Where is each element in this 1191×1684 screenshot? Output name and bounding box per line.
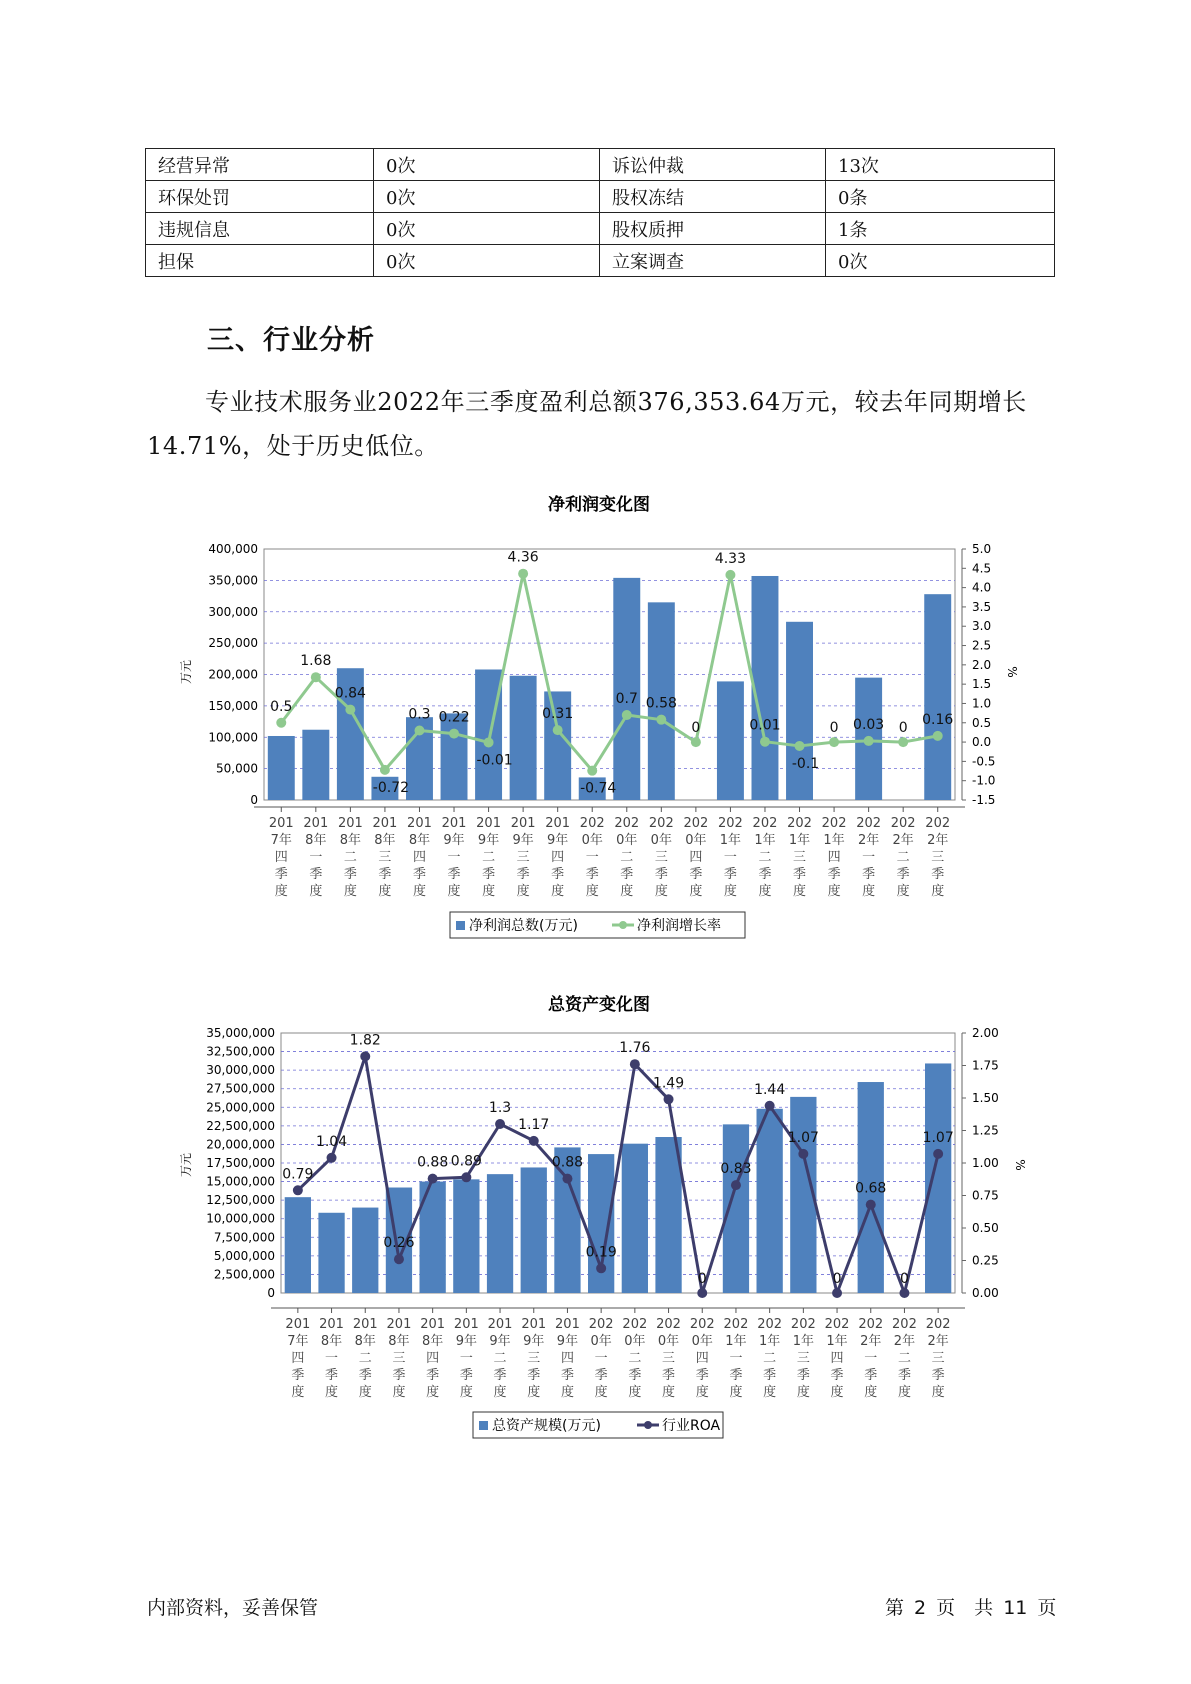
y2-tick-label: 0.75 [972, 1188, 999, 1203]
y2-tick-label: 5.0 [972, 542, 992, 556]
data-label: 0.19 [585, 1244, 617, 1261]
line-point [765, 1101, 775, 1111]
x-tick-label: 202 1年一季度 [718, 816, 743, 899]
y2-tick-label: 0.0 [972, 735, 992, 750]
line-point [562, 1174, 572, 1184]
x-tick-label: 202 1年三季度 [787, 816, 812, 899]
x-tick-label: 202 2年一季度 [858, 1317, 884, 1400]
data-label: 0 [899, 1271, 909, 1287]
line-point [899, 1288, 909, 1298]
y2-tick-label: -1.0 [972, 773, 996, 788]
x-tick-label: 202 0年一季度 [579, 816, 605, 899]
y2-tick-label: 0.25 [972, 1253, 999, 1268]
footer-confidential-note: 内部资料，妥善保管 [147, 1597, 319, 1619]
bar [922, 594, 954, 800]
bar [453, 1179, 479, 1293]
bar [441, 713, 468, 800]
bar [925, 1063, 951, 1293]
x-tick-label: 202 0年三季度 [648, 816, 674, 899]
data-label: 0.31 [542, 706, 574, 723]
line-point [360, 1051, 370, 1061]
bar [752, 576, 779, 800]
industry-summary-paragraph: 专业技术服务业2022年三季度盈利总额376,353.64万元，较去年同期增长14.71%，处于历史低位。 [147, 388, 1027, 460]
data-label: 0.88 [417, 1154, 449, 1171]
data-label: 0 [832, 1271, 842, 1287]
data-label: 1.3 [488, 1100, 512, 1116]
y-tick-label: 0 [250, 793, 258, 807]
data-label: 1.17 [518, 1116, 550, 1133]
x-tick-label: 202 1年二季度 [757, 1317, 783, 1400]
line-point [691, 737, 701, 747]
x-tick-label: 202 2年二季度 [892, 1317, 917, 1400]
bar [487, 1174, 513, 1293]
y-tick-label: 22,500,000 [206, 1118, 275, 1133]
y2-axis-label: % [1005, 666, 1019, 678]
y-tick-label: 0 [267, 1286, 275, 1300]
x-tick-label: 201 8年三季度 [372, 816, 398, 899]
risk-label: 立案调查 [600, 245, 826, 277]
risk-summary-table [145, 148, 1055, 277]
table-row [146, 213, 1055, 245]
series-line [281, 574, 937, 771]
data-label: -0.72 [372, 779, 410, 796]
line-point [380, 765, 390, 775]
footer-page-number: 第 2 页 共 11 页 [885, 1597, 1057, 1619]
legend-line-label: 净利润增长率 [637, 918, 721, 934]
section-title: 三、行业分析 [207, 325, 375, 356]
data-label: 0.22 [438, 709, 470, 726]
data-label: 0.58 [645, 695, 677, 712]
line-point [311, 672, 321, 682]
line-point [630, 1059, 640, 1069]
bar [285, 1197, 311, 1293]
bar [786, 622, 813, 800]
legend-bar-label: 净利润总数(万元) [469, 918, 578, 934]
data-label: 0.89 [450, 1153, 482, 1170]
y2-tick-label: 4.0 [972, 580, 992, 595]
y-tick-label: 20,000,000 [206, 1137, 275, 1152]
line-point [731, 1180, 741, 1190]
data-label: 0.83 [720, 1161, 752, 1178]
x-tick-label: 202 0年二季度 [622, 1317, 648, 1400]
y-tick-label: 350,000 [208, 573, 258, 588]
line-point [866, 1200, 876, 1210]
bar [318, 1213, 344, 1293]
x-tick-label: 202 2年二季度 [890, 816, 916, 899]
legend-bar-label: 总资产规模(万元) [492, 1418, 601, 1434]
data-label: -0.1 [791, 755, 820, 772]
line-point [428, 1174, 438, 1184]
data-label: 0.16 [922, 711, 954, 728]
y-tick-label: 400,000 [208, 542, 258, 556]
risk-value: 0次 [374, 149, 600, 181]
risk-label: 股权冻结 [600, 181, 826, 213]
data-label: 0.26 [383, 1235, 415, 1252]
y-tick-label: 300,000 [208, 604, 258, 619]
y-tick-label: 25,000,000 [206, 1100, 275, 1115]
x-tick-label: 201 9年三季度 [510, 816, 536, 899]
y-axis-label: 万元 [179, 659, 193, 685]
line-point [898, 737, 908, 747]
data-label: 0.68 [855, 1180, 887, 1197]
x-tick-label: 202 1年四季度 [824, 1317, 850, 1400]
bar [510, 676, 537, 800]
line-point [345, 705, 355, 715]
x-tick-label: 202 0年一季度 [588, 1317, 614, 1400]
x-tick-label: 202 0年四季度 [683, 816, 709, 899]
y2-tick-label: 1.00 [972, 1156, 999, 1170]
y-tick-label: 32,500,000 [206, 1044, 275, 1059]
line-point [484, 737, 494, 747]
x-tick-label: 201 9年一季度 [441, 816, 467, 899]
risk-label: 违规信息 [146, 213, 374, 245]
risk-value: 13次 [826, 149, 1055, 181]
y-tick-label: 50,000 [216, 761, 258, 776]
legend-line-label: 行业ROA [662, 1418, 721, 1434]
data-label: 0.01 [749, 717, 781, 734]
line-point [933, 1149, 943, 1159]
x-tick-label: 201 7年四季度 [268, 816, 294, 899]
x-tick-label: 202 2年三季度 [925, 1317, 951, 1400]
x-tick-label: 201 9年二季度 [476, 816, 501, 899]
y-tick-label: 35,000,000 [206, 1026, 275, 1040]
y2-tick-label: -0.5 [972, 754, 996, 769]
x-tick-label: 201 8年四季度 [407, 816, 432, 899]
risk-value: 0次 [374, 181, 600, 213]
risk-value: 0条 [826, 181, 1055, 213]
y-tick-label: 12,500,000 [206, 1193, 275, 1208]
x-tick-label: 201 9年三季度 [521, 1317, 547, 1400]
x-tick-label: 201 8年二季度 [352, 1317, 378, 1400]
y2-tick-label: 1.75 [972, 1058, 999, 1073]
y2-tick-label: 0.50 [972, 1221, 999, 1235]
data-label: 1.49 [652, 1075, 685, 1092]
x-tick-label: 201 9年四季度 [555, 1317, 580, 1400]
data-label: 0 [898, 720, 908, 737]
line-point [798, 1149, 808, 1159]
y2-tick-label: 1.0 [972, 696, 992, 711]
risk-value: 0次 [374, 213, 600, 245]
x-tick-label: 201 8年一季度 [319, 1317, 344, 1400]
x-tick-label: 202 0年三季度 [656, 1317, 681, 1400]
line-point [394, 1254, 404, 1264]
data-label: 4.33 [714, 550, 747, 567]
line-point [553, 725, 563, 735]
y-tick-label: 27,500,000 [206, 1081, 275, 1096]
x-tick-label: 202 1年二季度 [752, 816, 778, 899]
x-tick-label: 201 7年四季度 [285, 1317, 311, 1400]
line-point [829, 737, 839, 747]
data-label: 1.82 [349, 1032, 381, 1049]
x-tick-label: 202 2年一季度 [856, 816, 882, 899]
bar [268, 736, 295, 800]
x-tick-label: 201 9年四季度 [545, 816, 571, 899]
y2-tick-label: 2.0 [972, 657, 992, 672]
data-label: 1.76 [619, 1040, 651, 1057]
data-label: 0.03 [853, 716, 885, 733]
line-point [864, 736, 874, 746]
line-point [760, 737, 770, 747]
y2-tick-label: 0.5 [972, 715, 992, 730]
line-point [276, 718, 286, 728]
total-assets-chart [0, 990, 1191, 1440]
line-point [495, 1119, 505, 1129]
legend-bar-swatch [456, 921, 465, 930]
x-tick-label: 202 1年一季度 [723, 1317, 749, 1400]
data-label: 0 [697, 1271, 707, 1287]
x-tick-label: 202 1年三季度 [790, 1317, 816, 1400]
y2-tick-label: 1.5 [972, 677, 992, 692]
line-point [449, 729, 459, 739]
legend-line-marker [644, 1421, 652, 1429]
bar [352, 1208, 378, 1293]
y-tick-label: 5,000,000 [213, 1248, 275, 1263]
data-label: 1.07 [922, 1129, 954, 1146]
y-tick-label: 15,000,000 [206, 1174, 275, 1189]
chart-title: 总资产变化图 [548, 995, 650, 1015]
chart-title: 净利润变化图 [548, 495, 650, 515]
line-point [795, 741, 805, 751]
y-tick-label: 10,000,000 [206, 1211, 275, 1226]
y-tick-label: 150,000 [208, 698, 258, 713]
risk-value: 1条 [826, 213, 1055, 245]
x-tick-label: 201 8年四季度 [420, 1317, 446, 1400]
y2-tick-label: 2.00 [972, 1026, 999, 1040]
x-tick-label: 201 9年二季度 [487, 1317, 513, 1400]
line-point [327, 1153, 337, 1163]
net-profit-chart [0, 492, 1191, 962]
y2-tick-label: 1.25 [972, 1123, 999, 1138]
line-point [725, 570, 735, 580]
x-tick-label: 202 0年四季度 [689, 1317, 715, 1400]
y2-tick-label: -1.5 [972, 793, 996, 807]
line-point [933, 731, 943, 741]
risk-label: 诉讼仲裁 [600, 149, 826, 181]
x-tick-label: 202 0年二季度 [614, 816, 640, 899]
x-tick-label: 201 8年一季度 [303, 816, 329, 899]
data-label: 1.04 [315, 1133, 348, 1150]
legend-line-marker [619, 921, 627, 929]
line-point [664, 1094, 674, 1104]
line-point [596, 1263, 606, 1273]
y2-tick-label: 2.5 [972, 638, 992, 653]
risk-label: 经营异常 [146, 149, 374, 181]
bar [757, 1109, 783, 1293]
bar [302, 730, 329, 800]
y2-tick-label: 1.50 [972, 1091, 999, 1105]
data-label: -0.01 [476, 752, 513, 769]
data-label: 1.68 [300, 653, 332, 670]
bar [723, 1124, 749, 1293]
data-label: 0 [691, 720, 701, 737]
line-point [656, 715, 666, 725]
line-point [293, 1185, 303, 1195]
x-tick-label: 201 9年一季度 [453, 1317, 479, 1400]
y-axis-label: 万元 [179, 1152, 193, 1178]
table-row [146, 181, 1055, 213]
line-point [461, 1172, 471, 1182]
line-point [622, 710, 632, 720]
data-label: 0 [829, 720, 839, 737]
line-point [587, 766, 597, 776]
risk-value: 0次 [374, 245, 600, 277]
data-label: 0.7 [615, 691, 638, 708]
line-point [529, 1136, 539, 1146]
data-label: 0.88 [551, 1154, 584, 1171]
bar [521, 1167, 547, 1293]
bar [717, 681, 744, 800]
risk-label: 担保 [146, 245, 374, 277]
y2-tick-label: 3.5 [972, 599, 992, 614]
y-tick-label: 7,500,000 [213, 1230, 275, 1245]
bar [613, 578, 640, 800]
bar [622, 1144, 648, 1293]
y-tick-label: 200,000 [208, 667, 258, 682]
risk-label: 股权质押 [600, 213, 826, 245]
table-row [146, 245, 1055, 277]
data-label: 1.07 [787, 1129, 819, 1146]
x-tick-label: 202 2年三季度 [925, 816, 951, 899]
table-row [146, 149, 1055, 181]
y2-tick-label: 4.5 [972, 561, 992, 576]
line-point [832, 1288, 842, 1298]
data-label: 0.5 [270, 698, 293, 715]
risk-value: 0次 [826, 245, 1055, 277]
legend-bar-swatch [479, 1421, 488, 1430]
line-point [414, 725, 424, 735]
risk-label: 环保处罚 [146, 181, 374, 213]
data-label: 0.84 [334, 685, 366, 702]
y2-axis-label: % [1013, 1159, 1027, 1171]
data-label: 4.36 [507, 549, 539, 566]
x-tick-label: 201 8年二季度 [337, 816, 363, 899]
data-label: 0.3 [408, 706, 431, 723]
line-point [518, 569, 528, 579]
data-label: 1.44 [754, 1081, 786, 1098]
y-tick-label: 17,500,000 [206, 1156, 275, 1170]
y-tick-label: 2,500,000 [213, 1267, 275, 1282]
y-tick-label: 30,000,000 [206, 1063, 275, 1078]
line-point [697, 1288, 707, 1298]
data-label: 0.79 [282, 1166, 314, 1183]
y-tick-label: 100,000 [208, 730, 258, 745]
data-label: -0.74 [580, 780, 617, 797]
y2-tick-label: 0.00 [972, 1286, 999, 1300]
x-tick-label: 201 8年三季度 [386, 1317, 412, 1400]
y2-tick-label: 3.0 [972, 619, 992, 634]
y-tick-label: 250,000 [208, 636, 258, 651]
x-tick-label: 202 1年四季度 [821, 816, 847, 899]
